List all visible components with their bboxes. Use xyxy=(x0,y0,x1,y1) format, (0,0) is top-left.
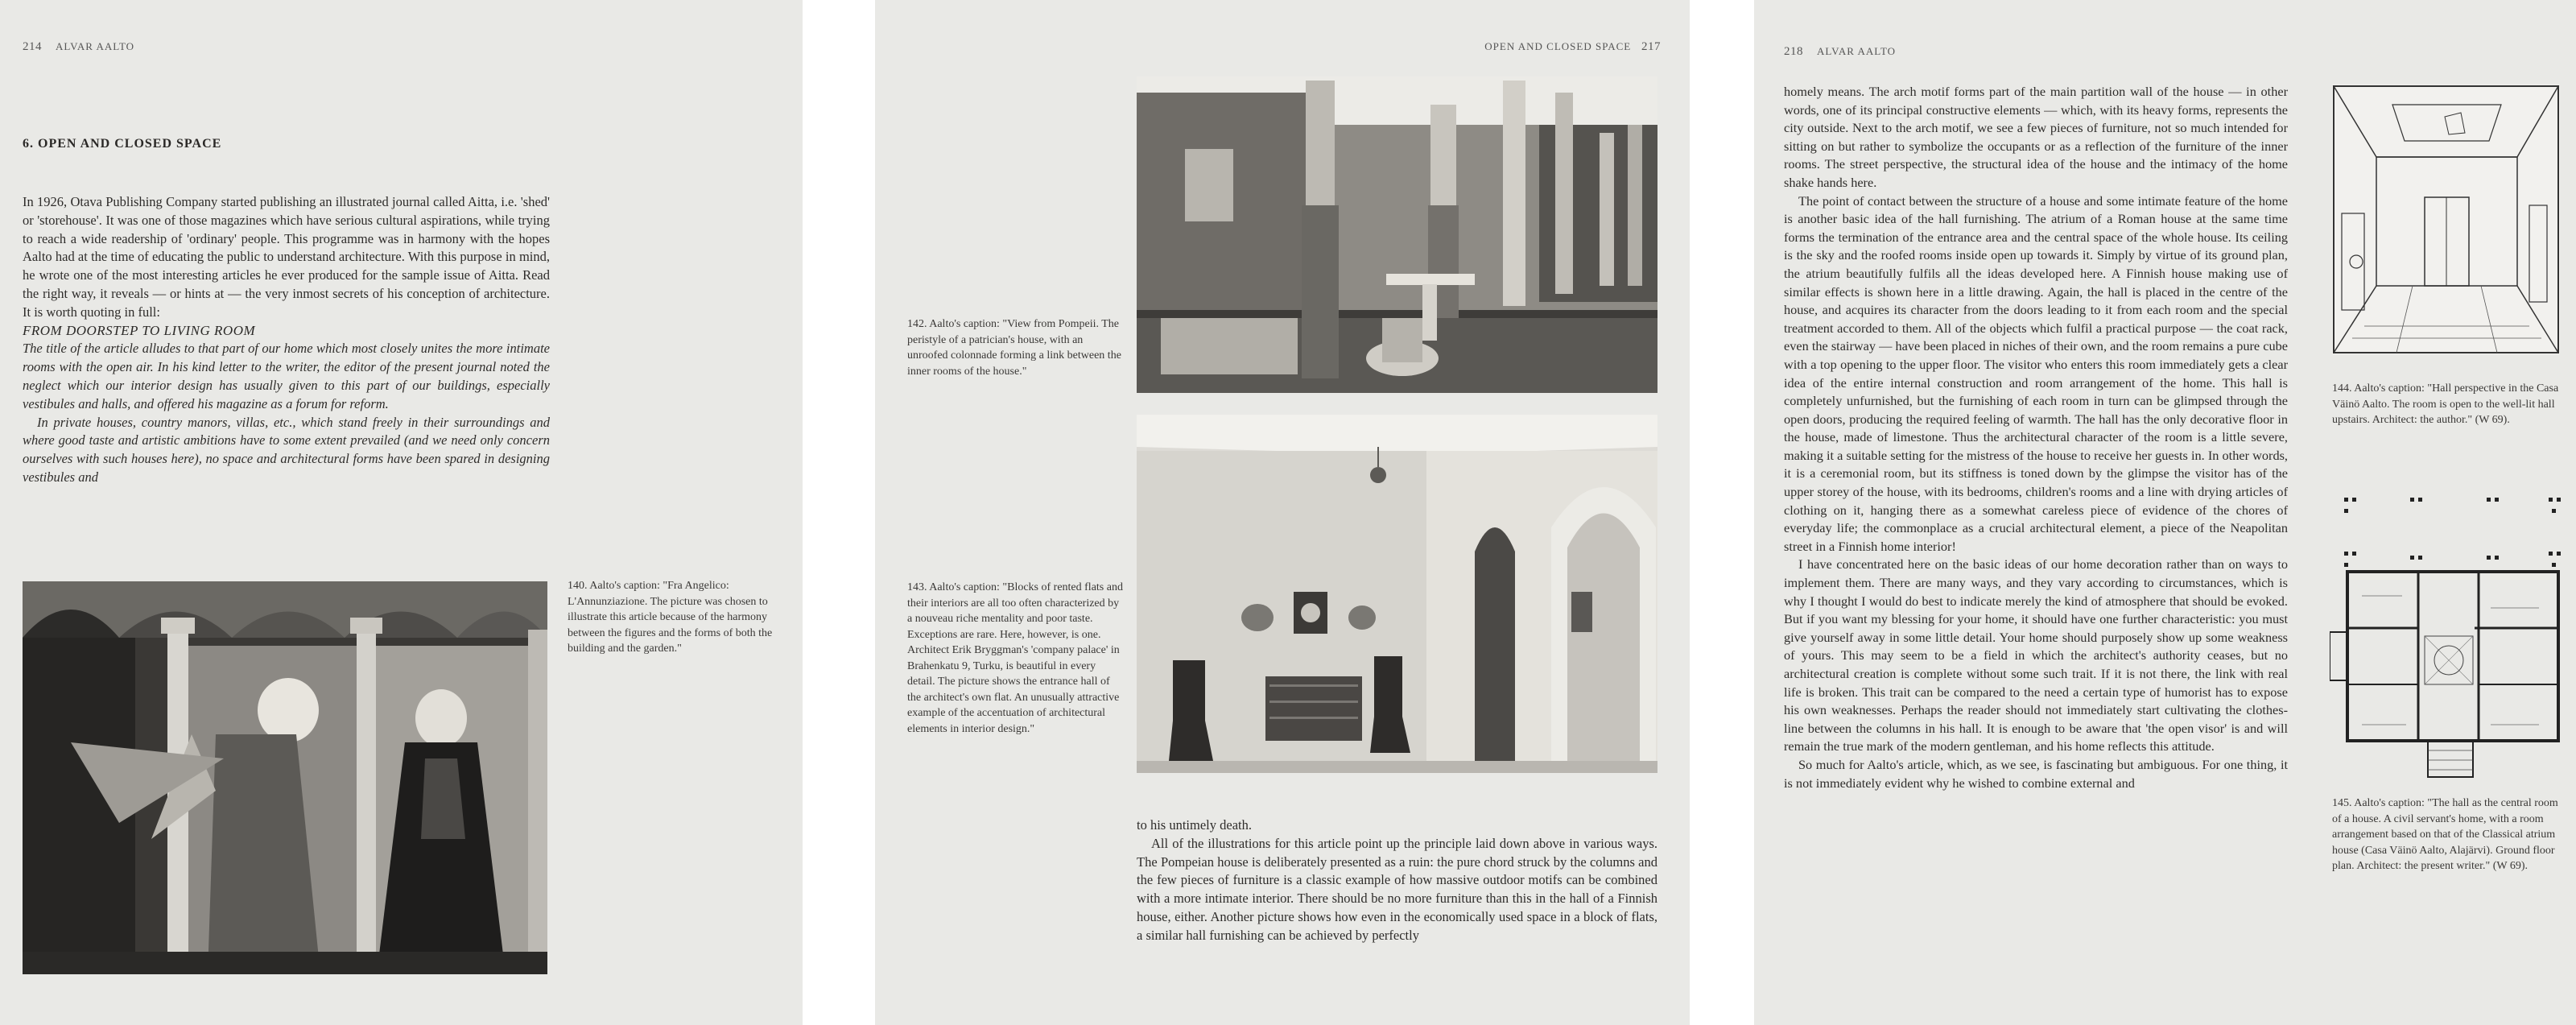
running-head xyxy=(23,40,134,54)
book-page-214 xyxy=(0,0,803,1025)
running-head-title: ALVAR AALTO xyxy=(1817,45,1897,57)
body-text xyxy=(23,193,550,487)
body-paragraph: All of the illustrations for this article point up the principle laid down above in various ways. The Pompeian house is deliberately presented as a ruin: the pure chord struck by the columns and the few pieces of furniture is a classic example of how massive outdoor motifs can be combined with a more intimate interior. There should be no more furniture than this in the hall of a Finnish house, either. Another picture shows how even in the economically used space in a block of flats, a similar hall furnishing can be achieved by perfectly xyxy=(1137,835,1657,943)
body-text xyxy=(1137,816,1657,945)
body-paragraph: The point of contact between the structure of a house and some intimate feature of the home is another basic idea of the hall furnishing. The atrium of a Roman house at the same time forms the termination of the entrance area and the central space of the whole house. Its ceiling is the sky and the roofed rooms inside open up towards it. Simply by virtue of its ground plan, the atrium beautifully fulfils all the ideas developed here. A Finnish house making use of similar effects is shown here in a little drawing. Again, the hall is placed in the centre of the house, and acquires its character from the doors leading to it from each room and the special treatment accorded to them. All of the objects which fulfil a practical purpose — the coat rack, even the stairway — have been placed in niches of their own, and the room remains a pure cube with a top opening to the upper floor. The visitor who enters this room immediately gets a clear idea of the entire internal construction and room arrangement of the home. This hall is completely unfurnished, but the furnishing of each room in turn can be glimpsed through the open doors, producing the required feeling of warmth. The hall has the only decorative floor in the house, made of limestone. Thus the architectural character of the room is a little severe, making it a suitable setting for the mistress of the house to receive her guests in. In other words, it is a ceremonial room, but its stiffness is toned down by the glimpse the visitor has of the upper storey of the house, with its bedrooms, children's rooms and a line with drying articles of clothing on it, hanging there as a somewhat careless piece of evidence of the chores of everyday life; the commonplace as a crucial architectural element, a piece of the Neapolitan street in a Finnish home interior! xyxy=(1784,192,2288,554)
running-head xyxy=(1484,40,1661,54)
running-head-title: OPEN AND CLOSED SPACE xyxy=(1484,40,1632,52)
quote-paragraph: The title of the article alludes to that part of our home which most closely unites the more intimate rooms with the open air. In his kind letter to the writer, the editor of the present journal noted the neglect which our interior design has usually given to this part of our buildings, especially vestibules and halls, and offered his magazine as a forum for reform. xyxy=(23,341,550,411)
body-paragraph: So much for Aalto's article, which, as we see, is fascinating but ambiguous. For one thing, it is not immediately evident why he wished to combine external and xyxy=(1784,756,2288,791)
text-line: to his untimely death. xyxy=(1137,817,1252,833)
page-number: 218 xyxy=(1784,45,1803,58)
quote-paragraph: In private houses, country manors, villas, etc., which stand freely in their surroundings and where good taste and artistic ambitions have to some extent prevailed (and we need only concern ourselves with such houses here), no space and architectural forms have been spared in designing vestibules and xyxy=(23,414,550,485)
body-text xyxy=(1784,83,2288,792)
hall-perspective-drawing xyxy=(2332,85,2560,354)
chapter-heading: 6. OPEN AND CLOSED SPACE xyxy=(23,137,222,151)
annunciation-painting-image xyxy=(23,581,547,974)
running-head xyxy=(1784,45,1896,59)
figure-caption-142: 142. Aalto's caption: "View from Pompeii. The peristyle of a patrician's house, with an unroofed colonnade forming a link between the inner rooms of the house." xyxy=(907,318,1121,378)
figure-caption-145: 145. Aalto's caption: "The hall as the central room of a house. A civil servant's home, with a room arrangement based on that of the Classical atrium house (Casa Väinö Aalto, Alajärvi). Ground floor plan. Architect: the present writer." (W 69). xyxy=(2332,797,2558,872)
book-page-218 xyxy=(1754,0,2576,1025)
book-page-217 xyxy=(875,0,1690,1025)
pompeii-peristyle-photo xyxy=(1137,76,1657,393)
figure-caption-143: 143. Aalto's caption: "Blocks of rented flats and their interiors are all too often characterized by a nouveau riche mentality and poor taste. Exceptions are rare. Here, however, is one. Architect Erik Bryggman's 'company palace' in Brahenkatu 9, Turku, is beautiful in every detail. The picture shows the entrance hall of the architect's own flat. An unusually attractive example of the accentuation of architectural elements in interior design." xyxy=(907,581,1123,735)
intro-paragraph: In 1926, Otava Publishing Company started publishing an illustrated journal called Aitta, i.e. 'shed' or 'storehouse'. It was one of those magazines which have serious cultural aspirations, while trying to reach a wide readership of 'ordinary' people. This programme was in harmony with the hopes Aalto had at the time of educating the public to understand architecture. With this purpose in mind, he wrote one of the most interesting articles he ever produced for the sample issue of Aitta. Read the right way, it reveals — or hints at — the very inmost secrets of his conception of architecture. It is worth quoting in full: xyxy=(23,194,550,320)
body-paragraph: homely means. The arch motif forms part of the main partition wall of the house — in other words, one of its principal constructive elements — which, with its heavy forms, represents the city outside. Next to the arch motif, we see a few pieces of furniture, not so much intended for sitting on but rather to symbolize the occupants or as a reflection of the furniture of the inner rooms. The street perspective, the structural idea of the house and the intimacy of the home shake hands here. xyxy=(1784,84,2288,190)
figure-caption-144: 144. Aalto's caption: "Hall perspective in the Casa Väinö Aalto. The room is open to the well-lit hall upstairs. Architect: the author." (W 69). xyxy=(2332,382,2559,426)
page-number: 217 xyxy=(1641,40,1661,53)
article-subheading: FROM DOORSTEP TO LIVING ROOM xyxy=(23,322,256,338)
ground-floor-plan-drawing xyxy=(2330,491,2563,781)
body-paragraph: I have concentrated here on the basic ideas of our home decoration rather than on ways to implement them. There are many ways, and they vary according to circumstances, which is why I thought I would do best to indicate merely the kind of atmosphere that should be evoked. But if you want my blessing for your home, it should have one further characteristic: you must give yourself away in some little detail. Your home should purposely show up some weakness of yours. This may seem to be a field in which the architect's authority ceases, but no architectural creation is complete without some such trait. If it is not there, the link with real life is broken. This trait can be compared to the need a certain type of humorist has to expose his own weaknesses. Perhaps the reader should not immediately start cultivating the clothes-line between the columns in his hall. It is enough to be aware that 'the open visor' is and will remain the true mark of the modern gentleman, and his home reflects this attitude. xyxy=(1784,556,2288,754)
running-head-title: ALVAR AALTO xyxy=(56,40,135,52)
bryggman-entrance-hall-photo xyxy=(1137,415,1657,773)
figure-caption-140: 140. Aalto's caption: "Fra Angelico: L'Annunziazione. The picture was chosen to illustrate this article because of the harmony between the figures and the forms of both the building and the garden." xyxy=(568,580,773,655)
page-number: 214 xyxy=(23,40,42,53)
